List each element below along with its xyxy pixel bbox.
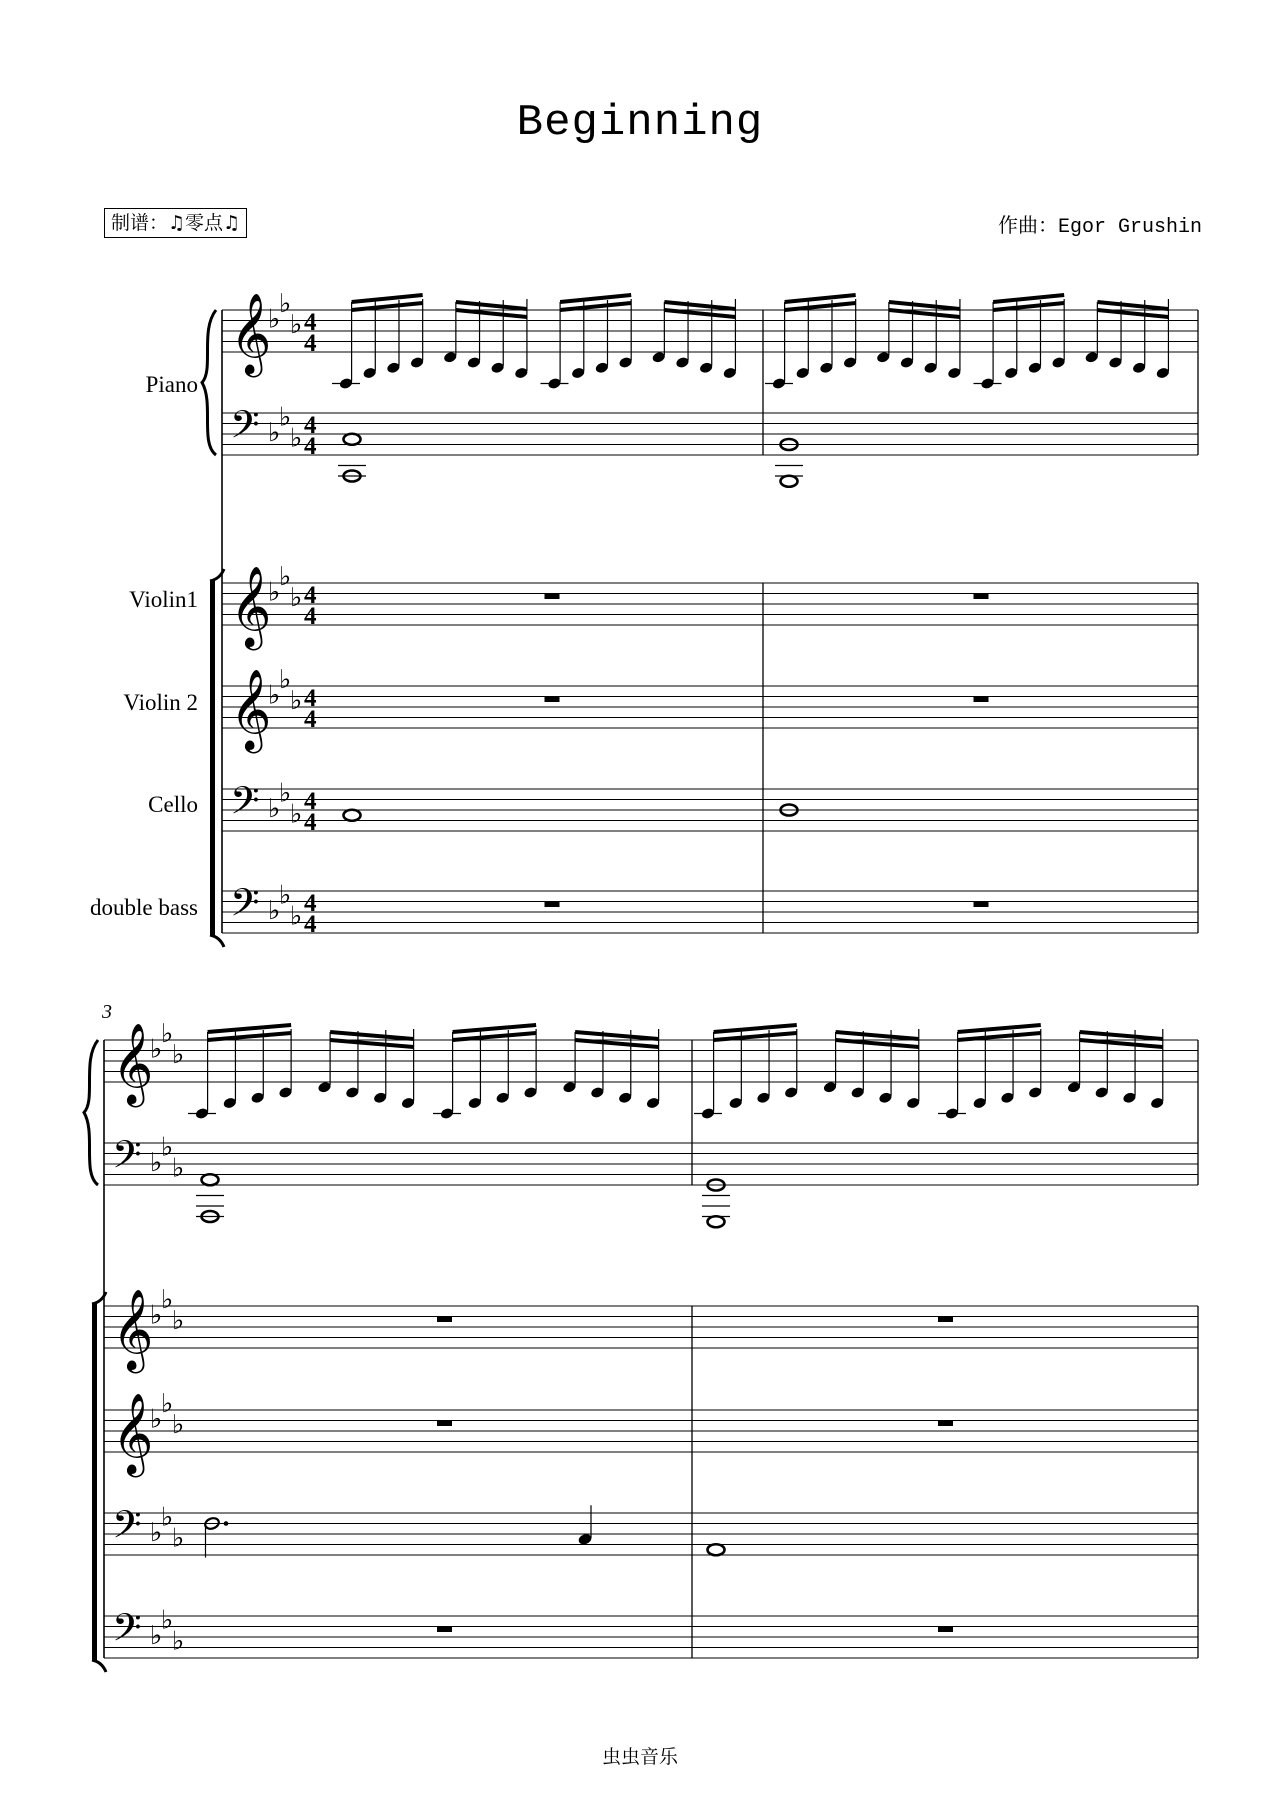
whole-note — [344, 810, 361, 821]
whole-rest — [974, 594, 989, 600]
time-signature-numerator: 4 — [304, 412, 317, 439]
beam — [575, 1040, 659, 1047]
whole-rest — [938, 1627, 953, 1633]
whole-rest — [437, 1317, 452, 1323]
flat-icon: ♭ — [279, 288, 292, 319]
treble-clef-icon: 𝄞 — [112, 1022, 154, 1104]
time-signature-denominator: 4 — [304, 911, 317, 938]
beam — [993, 303, 1064, 310]
treble-clef-icon: 𝄞 — [112, 1392, 154, 1474]
flat-icon: ♭ — [290, 423, 303, 454]
time-signature-denominator: 4 — [304, 706, 317, 733]
beam — [714, 1025, 797, 1032]
treble-clef-icon: 𝄞 — [230, 292, 272, 374]
flat-icon: ♭ — [172, 1626, 185, 1657]
beam — [836, 1040, 919, 1047]
beam — [208, 1033, 292, 1040]
whole-rest — [437, 1627, 452, 1633]
bracket-hook — [210, 935, 224, 947]
flat-icon: ♭ — [161, 1018, 174, 1049]
flat-icon: ♭ — [268, 680, 281, 711]
flat-icon: ♭ — [150, 1300, 163, 1331]
instrument-label-cello: Cello — [148, 792, 198, 817]
beam — [1080, 1040, 1163, 1047]
flat-icon: ♭ — [268, 304, 281, 335]
beam — [714, 1033, 797, 1040]
beam — [1080, 1032, 1163, 1039]
time-signature-numerator: 4 — [304, 890, 317, 917]
composer-label: 作曲： — [997, 213, 1058, 237]
flat-icon: ♭ — [161, 1502, 174, 1533]
beam — [560, 303, 631, 310]
beam — [785, 303, 856, 310]
whole-rest — [545, 697, 560, 703]
beam — [575, 1032, 659, 1039]
treble-clef-icon: 𝄞 — [112, 1288, 154, 1370]
flat-icon: ♭ — [268, 896, 281, 926]
whole-note — [781, 476, 798, 487]
flat-icon: ♭ — [268, 794, 281, 824]
beam — [560, 295, 631, 302]
beam — [889, 302, 960, 309]
flat-icon: ♭ — [172, 1523, 185, 1554]
beam — [1097, 302, 1168, 309]
beam — [958, 1025, 1041, 1032]
flat-icon: ♭ — [172, 1409, 185, 1440]
time-signature-numerator: 4 — [304, 685, 317, 712]
flat-icon: ♭ — [150, 1621, 163, 1651]
beam — [836, 1032, 919, 1039]
flat-icon: ♭ — [150, 1404, 163, 1435]
flat-icon: ♭ — [279, 778, 292, 809]
time-signature-denominator: 4 — [304, 433, 317, 460]
beam — [785, 295, 856, 302]
flat-icon: ♭ — [268, 418, 281, 448]
flat-icon: ♭ — [279, 402, 292, 433]
flat-icon: ♭ — [290, 582, 303, 613]
flat-icon: ♭ — [161, 1132, 174, 1163]
time-signature-numerator: 4 — [304, 309, 317, 336]
time-signature-denominator: 4 — [304, 603, 317, 630]
beam — [993, 295, 1064, 302]
bass-clef-icon: 𝄢 — [112, 1502, 142, 1556]
bass-clef-icon: 𝄢 — [230, 880, 260, 934]
flat-icon: ♭ — [150, 1518, 163, 1548]
beam — [664, 310, 735, 317]
bass-clef-icon: 𝄢 — [230, 778, 260, 832]
beam — [664, 302, 735, 309]
beam — [453, 1033, 537, 1040]
footer-credit: 虫虫音乐 — [601, 1746, 678, 1768]
flat-icon: ♭ — [268, 577, 281, 608]
whole-note — [344, 434, 361, 445]
bass-clef-icon: 𝄢 — [112, 1605, 142, 1659]
augmentation-dot — [224, 1521, 229, 1526]
flat-icon: ♭ — [161, 1284, 174, 1315]
bracket-hook — [92, 1660, 106, 1672]
score-title: Beginning — [516, 98, 764, 148]
whole-note — [708, 1544, 725, 1555]
flat-icon: ♭ — [290, 799, 303, 830]
measure-number: 3 — [102, 1001, 112, 1023]
beam — [352, 295, 423, 302]
whole-rest — [974, 697, 989, 703]
flat-icon: ♭ — [150, 1148, 163, 1178]
beam — [456, 302, 527, 309]
whole-note — [708, 1216, 725, 1227]
instrument-label-double-bass: double bass — [90, 895, 198, 920]
beam — [352, 303, 423, 310]
instrument-label-violin2: Violin 2 — [123, 690, 198, 715]
strings-bracket — [92, 1304, 97, 1660]
whole-note — [202, 1174, 219, 1185]
whole-rest — [974, 902, 989, 908]
time-signature-numerator: 4 — [304, 788, 317, 815]
beam — [453, 1025, 537, 1032]
beam — [1097, 310, 1168, 317]
flat-icon: ♭ — [290, 685, 303, 716]
flat-icon: ♭ — [279, 561, 292, 592]
bass-clef-icon: 𝄢 — [230, 402, 260, 456]
instrument-label-violin1: Violin1 — [129, 587, 198, 612]
beam — [958, 1033, 1041, 1040]
whole-rest — [938, 1421, 953, 1427]
composer-name: Egor Grushin — [1057, 216, 1202, 239]
beam — [330, 1032, 414, 1039]
flat-icon: ♭ — [279, 664, 292, 695]
strings-bracket — [210, 581, 215, 935]
instrument-label-piano: Piano — [145, 372, 198, 397]
flat-icon: ♭ — [172, 1153, 185, 1184]
flat-icon: ♭ — [161, 1605, 174, 1636]
flat-icon: ♭ — [150, 1034, 163, 1065]
time-signature-denominator: 4 — [304, 809, 317, 836]
flat-icon: ♭ — [290, 309, 303, 340]
flat-icon: ♭ — [172, 1039, 185, 1070]
piano-brace — [202, 310, 216, 455]
arranger-credit: 制谱：♫零点♫ — [104, 208, 247, 238]
treble-clef-icon: 𝄞 — [230, 668, 272, 750]
beam — [208, 1025, 292, 1032]
notation — [84, 289, 1198, 1672]
beam — [456, 310, 527, 317]
flat-icon: ♭ — [172, 1305, 185, 1336]
flat-icon: ♭ — [290, 901, 303, 932]
beam — [330, 1040, 414, 1047]
treble-clef-icon: 𝄞 — [230, 565, 272, 647]
whole-rest — [545, 902, 560, 908]
whole-rest — [938, 1317, 953, 1323]
whole-rest — [437, 1421, 452, 1427]
bass-clef-icon: 𝄢 — [112, 1132, 142, 1186]
piano-brace — [84, 1040, 98, 1185]
flat-icon: ♭ — [161, 1388, 174, 1419]
time-signature-denominator: 4 — [304, 330, 317, 357]
time-signature-numerator: 4 — [304, 582, 317, 609]
flat-icon: ♭ — [279, 880, 292, 911]
beam — [889, 310, 960, 317]
whole-rest — [545, 594, 560, 600]
